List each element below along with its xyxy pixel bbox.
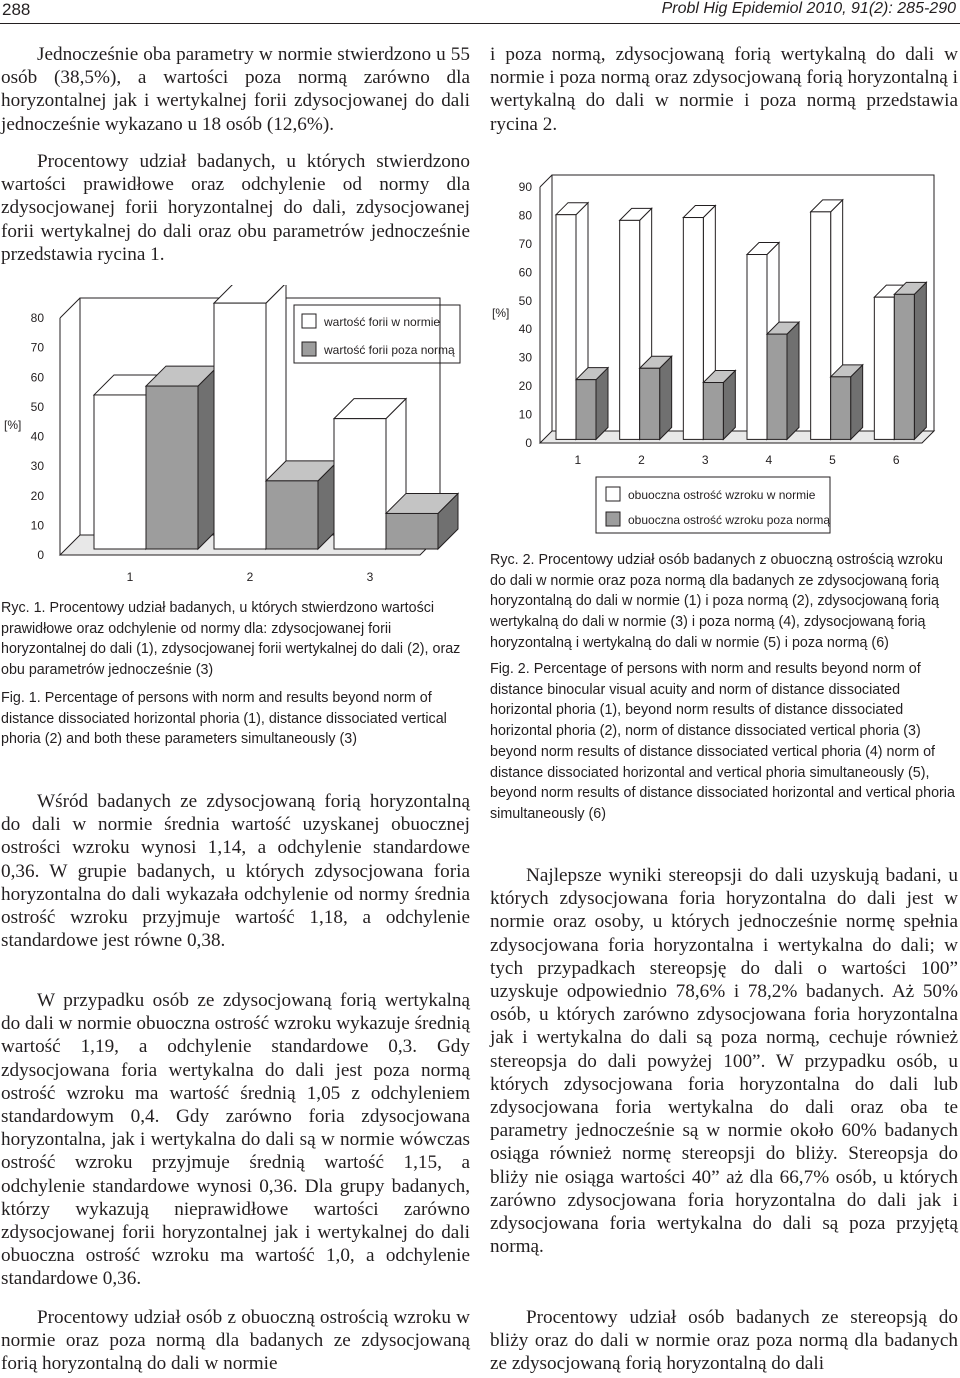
- y-tick-label: 10: [518, 407, 532, 422]
- x-tick-label: 3: [701, 453, 709, 467]
- x-tick-label: 3: [366, 570, 374, 584]
- x-tick-label: 6: [892, 453, 900, 467]
- y-tick-label: 30: [518, 350, 532, 365]
- x-tick-label: 1: [574, 453, 582, 467]
- figure-2-chart: [488, 165, 960, 537]
- y-axis-label: [%]: [492, 306, 510, 320]
- left-paragraph-1: Jednocześnie oba parametry w normie stwierdzono u 55 osób (38,5%), a wartości poza normą zarówno dla horyzontalnej jak i wertykalnej forii zdysocjowanej do dali jednocześnie wykazano u 18 osób (12,6%).: [1, 44, 470, 135]
- bar-beyond-norm-3: [703, 383, 723, 440]
- y-tick-label: 70: [518, 236, 532, 251]
- bar-beyond-norm-5: [831, 377, 851, 440]
- y-tick-label: 90: [518, 180, 532, 194]
- y-tick-label: 50: [30, 399, 44, 414]
- left-paragraph-3: Wśród badanych ze zdysocjowaną forią horyzontalną do dali w normie średnia wartość uzyskanej obuocznej ostrości wzroku wynosi 1,14, a odchylenie standardowe 0,36. W grupie badanych, u których zdysocjowana foria horyzontalna do dali wykazała odchylenie od normy średnia ostrość wzroku przyjmuje wartość 1,18, a odchylenie standardowe jest równe 0,38.: [1, 791, 470, 952]
- figure-2-caption-en: Fig. 2. Percentage of persons with norm and results beyond norm of distance binocular visual acuity and norm of distance dissociated horizontal phoria (1), beyond norm results of distance dissociated horizontal phoria (2), norm of distance dissociated vertical phoria (3) beyond norm results of distance dissociated vertical phoria (4) norm of distance dissociated horizontal and vertical phoria simultaneously (5), beyond norm results of distance dissociated horizontal and vertical phoria simultaneously (6): [490, 661, 955, 822]
- figure-1-caption-en: Fig. 1. Percentage of persons with norm and results beyond norm of distance dissociated horizontal phoria (1), distance dissociated vertical phoria (2) and both these parameters simultaneously (3): [1, 690, 447, 748]
- bar-beyond-norm-3: [386, 513, 438, 549]
- left-paragraph-4: W przypadku osób ze zdysocjowaną forią wertykalną do dali w normie obuoczna ostrość wzroku wykazuje średnią wartość 1,19, a odchylenie standardowe 0,3. Gdy zdysocjowana foria wertykalna do dali jest poza normą ostrość wzroku ma wartość średnią 1,05 z odchyleniem standardowym 0,4. Gdy zarówno foria zdysocjowana horyzontalna, jak i wertykalna do dali są w normie wówczas ostrość wzroku przyjmuje średnią wartość 1,15, a odchylenie standardowe wynosi 0,36. Dla grupy badanych, którzy wykazują nieprawidłowe wartości zarówno zdysocjowanej forii horyzontalnej jak i wertykalnej do dali obuoczna ostrość wzroku ma wartość 1,0, a odchylenie standardowe 0,36.: [1, 990, 470, 1290]
- x-tick-label: 5: [829, 453, 836, 467]
- bar-beyond-norm-2: [640, 368, 660, 439]
- y-tick-label: 0: [525, 436, 532, 450]
- journal-citation: Probl Hig Epidemiol 2010, 91(2): 285-290: [661, 0, 956, 17]
- right-paragraph-3: Procentowy udział osób badanych ze stereopsją do bliży oraz do dali w normie oraz poza normą dla badanych ze zdysocjowaną forią horyzontalną do dali: [490, 1307, 958, 1375]
- y-tick-label: 80: [30, 311, 44, 325]
- legend-swatch: [606, 512, 620, 526]
- bar-beyond-norm-1: [576, 380, 596, 440]
- bar-norm-2: [214, 303, 266, 549]
- y-tick-label: 70: [30, 340, 44, 355]
- bar-norm-1: [556, 215, 576, 440]
- legend-label: obuoczna ostrość wzroku poza normą: [628, 513, 831, 527]
- right-paragraph-1: i poza normą, zdysocjowaną forią wertykalną do dali w normie i poza normą oraz zdysocjowaną forią horyzontalną i wertykalną do dali w normie i poza normą przedstawia rycina 2.: [490, 44, 958, 135]
- x-tick-label: 2: [638, 453, 645, 467]
- bar-norm-4: [747, 255, 767, 440]
- y-tick-label: 20: [518, 379, 532, 394]
- left-wall-top: [60, 298, 80, 318]
- bar-beyond-norm-side-5: [851, 365, 863, 440]
- bar-beyond-norm-6: [894, 294, 914, 439]
- header-rule: [0, 23, 960, 24]
- x-tick-label: 4: [765, 453, 773, 467]
- bar-beyond-norm-side-6: [914, 282, 926, 439]
- figure-1-caption-pl: Ryc. 1. Procentowy udział badanych, u których stwierdzono wartości prawidłowe oraz odchylenie od normy dla: zdysocjowanej forii horyzontalnej do dali (1), zdysocjowanej forii wertykalnej do dali (2), oraz obu parametrów jednocześnie (3): [1, 600, 461, 679]
- y-tick-label: 50: [518, 293, 532, 308]
- legend-swatch: [302, 314, 316, 328]
- bar-norm-1: [94, 395, 146, 549]
- y-axis-label: [%]: [4, 418, 22, 432]
- legend-swatch: [606, 487, 620, 501]
- bar-beyond-norm-2: [266, 481, 318, 549]
- bar-beyond-norm-4: [767, 334, 787, 439]
- bar-beyond-norm-side-2: [660, 356, 672, 439]
- y-tick-label: 40: [518, 322, 532, 337]
- y-tick-label: 80: [518, 208, 532, 223]
- left-paragraph-5: Procentowy udział osób z obuoczną ostrością wzroku w normie oraz poza normą dla badanych ze zdysocjowaną forią horyzontalną do dali w normie: [1, 1307, 470, 1375]
- y-tick-label: 30: [30, 459, 44, 474]
- y-tick-label: 60: [518, 265, 532, 280]
- legend-label: obuoczna ostrość wzroku w normie: [628, 488, 816, 502]
- page-number: 288: [2, 0, 31, 19]
- page-header: [0, 0, 960, 26]
- bar-beyond-norm-1: [146, 386, 198, 549]
- figure-1-chart: [0, 285, 475, 590]
- legend-label: wartość forii poza normą: [324, 343, 455, 357]
- bar-norm-2: [620, 220, 640, 439]
- bar-norm-3: [683, 218, 703, 440]
- bar-beyond-norm-side-4: [787, 322, 799, 439]
- x-tick-label: 1: [126, 570, 134, 584]
- bar-norm-6: [874, 297, 894, 439]
- y-tick-label: 0: [37, 548, 44, 562]
- bar-norm-5: [811, 212, 831, 440]
- left-paragraph-2: Procentowy udział badanych, u których stwierdzono wartości prawidłowe oraz odchylenie od normy dla zdysocjowanej forii horyzontalnej do dali, zdysocjowanej forii wertykalnej do dali oraz obu parametrów jednocześnie przedstawia rycina 1.: [1, 151, 470, 265]
- legend-label: wartość forii w normie: [324, 315, 441, 329]
- bar-norm-3: [334, 419, 386, 549]
- y-tick-label: 60: [30, 370, 44, 385]
- y-tick-label: 20: [30, 488, 44, 503]
- y-tick-label: 40: [30, 429, 44, 444]
- legend-swatch: [302, 342, 316, 356]
- x-tick-label: 2: [246, 570, 254, 584]
- figure-2-caption-pl: Ryc. 2. Procentowy udział osób badanych z obuoczną ostrością wzroku do dali w normie oraz poza normą dla badanych ze zdysocjowaną forią horyzontalną do dali w normie (1) i poza normą (2), zdysocjowaną forią wertykalną do dali w normie (3) i poza normą (4), zdysocjowaną forią horyzontalną i wertykalną do dali w normie (5) i poza normą (6): [490, 552, 943, 651]
- right-paragraph-2: Najlepsze wyniki stereopsji do dali uzyskują badani, u których zdysocjowana foria horyzontalna do dali jest w normie oraz osoby, u których jednocześnie normę spełnia zdysocjowana foria horyzontalna i wertykalna do dali; w tych przypadkach stereopsję do dali o wartości 100” uzyskuje odpowiednio 78,6% i 78,2% badanych. Aż 50% osób, u których zarówno zdysocjowana foria horyzontalna jak i wertykalna do dali są poza normą, cechuje również stereopsja do dali powyżej 100”. W przypadku osób, u których zdysocjowana foria horyzontalna do dali lub zdysocjowana foria wertykalna do dali oraz oba te parametry jednocześnie są w normie około 60% badanych osiąga również normę stereopsji do bliży. Stereopsja do bliży nie osiąga wartości 40” aż dla 66,7% osób, u których zarówno zdysocjowana foria horyzontalna do dali jak i zdysocjowana foria wertykalna do dali są poza przyjętą normą.: [490, 865, 958, 1258]
- y-tick-label: 10: [30, 518, 44, 533]
- left-wall-top: [540, 175, 552, 187]
